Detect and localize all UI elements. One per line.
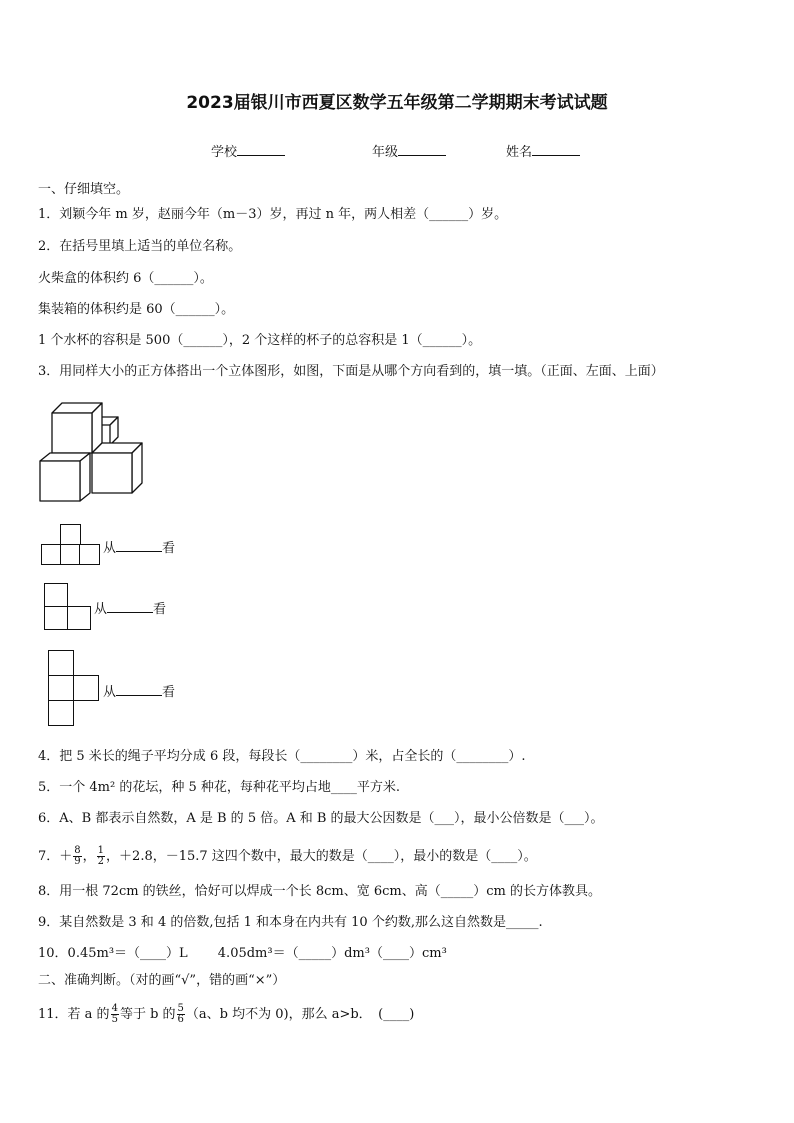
view-answer-blank-3[interactable]: [116, 682, 162, 696]
grid-cell: [48, 650, 74, 676]
view-label-prefix: 从: [103, 541, 117, 556]
fraction: [73, 846, 81, 867]
cube-figure: [36, 395, 156, 510]
question-2a: 火柴盒的体积约 6（______）。: [38, 271, 213, 286]
question-10: 10．0.45m³＝（____）L 4.05dm³＝（_____）dm³（____）cm³: [38, 946, 447, 961]
question-11: [38, 1004, 414, 1025]
question-1: 1．刘颖今年 m 岁，赵丽今年（m－3）岁，再过 n 年，两人相差（______）岁。: [38, 207, 508, 222]
fraction: [111, 1004, 119, 1025]
view-label-1: [103, 537, 175, 556]
fraction-denominator: 9: [74, 856, 81, 867]
school-blank[interactable]: [237, 142, 285, 156]
q11-prefix: 11．若 a 的: [38, 1007, 110, 1022]
grade-field: [372, 141, 446, 160]
grid-cell: [73, 675, 99, 701]
question-9: 9．某自然数是 3 和 4 的倍数,包括 1 和本身在内共有 10 个约数,那么这自然数是_____.: [38, 915, 543, 930]
question-5: 5．一个 4m² 的花坛，种 5 种花，每种花平均占地____平方米.: [38, 780, 401, 795]
grid-cell: [60, 524, 81, 545]
grade-label: 年级: [372, 145, 399, 160]
q7-separator: ，: [82, 849, 96, 864]
view-answer-blank-2[interactable]: [107, 599, 153, 613]
view-label-2: [94, 598, 166, 617]
question-6: 6．A、B 都表示自然数，A 是 B 的 5 倍。A 和 B 的最大公因数是（___），最小公倍数是（___）。: [38, 811, 604, 826]
view-label-3: [103, 681, 175, 700]
view-label-suffix: 看: [162, 541, 176, 556]
q7-rest: ，＋2.8，－15.7 这四个数中，最大的数是（____），最小的数是（____）。: [106, 849, 537, 864]
question-2b: 集装箱的体积约是 60（______）。: [38, 302, 235, 317]
question-4: 4．把 5 米长的绳子平均分成 6 段，每段长（________）米，占全长的（________）.: [38, 749, 526, 764]
fraction-numerator: 1: [97, 845, 105, 856]
question-2: 2．在括号里填上适当的单位名称。: [38, 239, 242, 254]
page-title: 2023届银川市西夏区数学五年级第二学期期末考试试题: [186, 93, 608, 113]
fraction-numerator: 8: [74, 845, 81, 856]
fraction-numerator: 5: [177, 1003, 184, 1014]
fraction-numerator: 4: [111, 1003, 118, 1014]
question-3: 3．用同样大小的正方体搭出一个立体图形，如图，下面是从哪个方向看到的，填一填。（正面、左面、上面）: [38, 364, 664, 379]
question-7: [38, 846, 537, 867]
fraction-denominator: 5: [111, 1014, 118, 1025]
q7-prefix: 7．＋: [38, 849, 73, 864]
name-label: 姓名: [506, 145, 533, 160]
section-heading-1: 一、仔细填空。: [38, 182, 130, 197]
question-2c: 1 个水杯的容积是 500（______），2 个这样的杯子的总容积是 1（______）。: [38, 333, 482, 348]
view-label-prefix: 从: [94, 602, 108, 617]
grid-cell: [60, 544, 81, 565]
school-label: 学校: [211, 145, 238, 160]
view-label-prefix: 从: [103, 685, 117, 700]
fraction: [177, 1004, 185, 1025]
view-answer-blank-1[interactable]: [116, 538, 162, 552]
grid-cell: [79, 544, 100, 565]
grid-cell: [44, 583, 68, 607]
grid-cell: [41, 544, 62, 565]
q11-mid: 等于 b 的: [119, 1007, 176, 1022]
grid-cell: [48, 675, 74, 701]
grade-blank[interactable]: [398, 142, 446, 156]
view-label-suffix: 看: [153, 602, 167, 617]
q11-rest: （a、b 均不为 0)，那么 a>b． (____): [185, 1007, 415, 1022]
school-field: [211, 141, 285, 160]
view-label-suffix: 看: [162, 685, 176, 700]
question-8: 8．用一根 72cm 的铁丝，恰好可以焊成一个长 8cm、宽 6cm、高（_____）cm 的长方体教具。: [38, 884, 601, 899]
grid-cell: [67, 606, 91, 630]
fraction-denominator: 2: [97, 856, 105, 867]
grid-cell: [48, 700, 74, 726]
name-blank[interactable]: [532, 142, 580, 156]
fraction-denominator: 6: [177, 1014, 184, 1025]
fraction: [97, 846, 105, 867]
grid-cell: [44, 606, 68, 630]
section-heading-2: 二、准确判断。（对的画“√”，错的画“×”）: [38, 973, 286, 988]
name-field: [506, 141, 580, 160]
